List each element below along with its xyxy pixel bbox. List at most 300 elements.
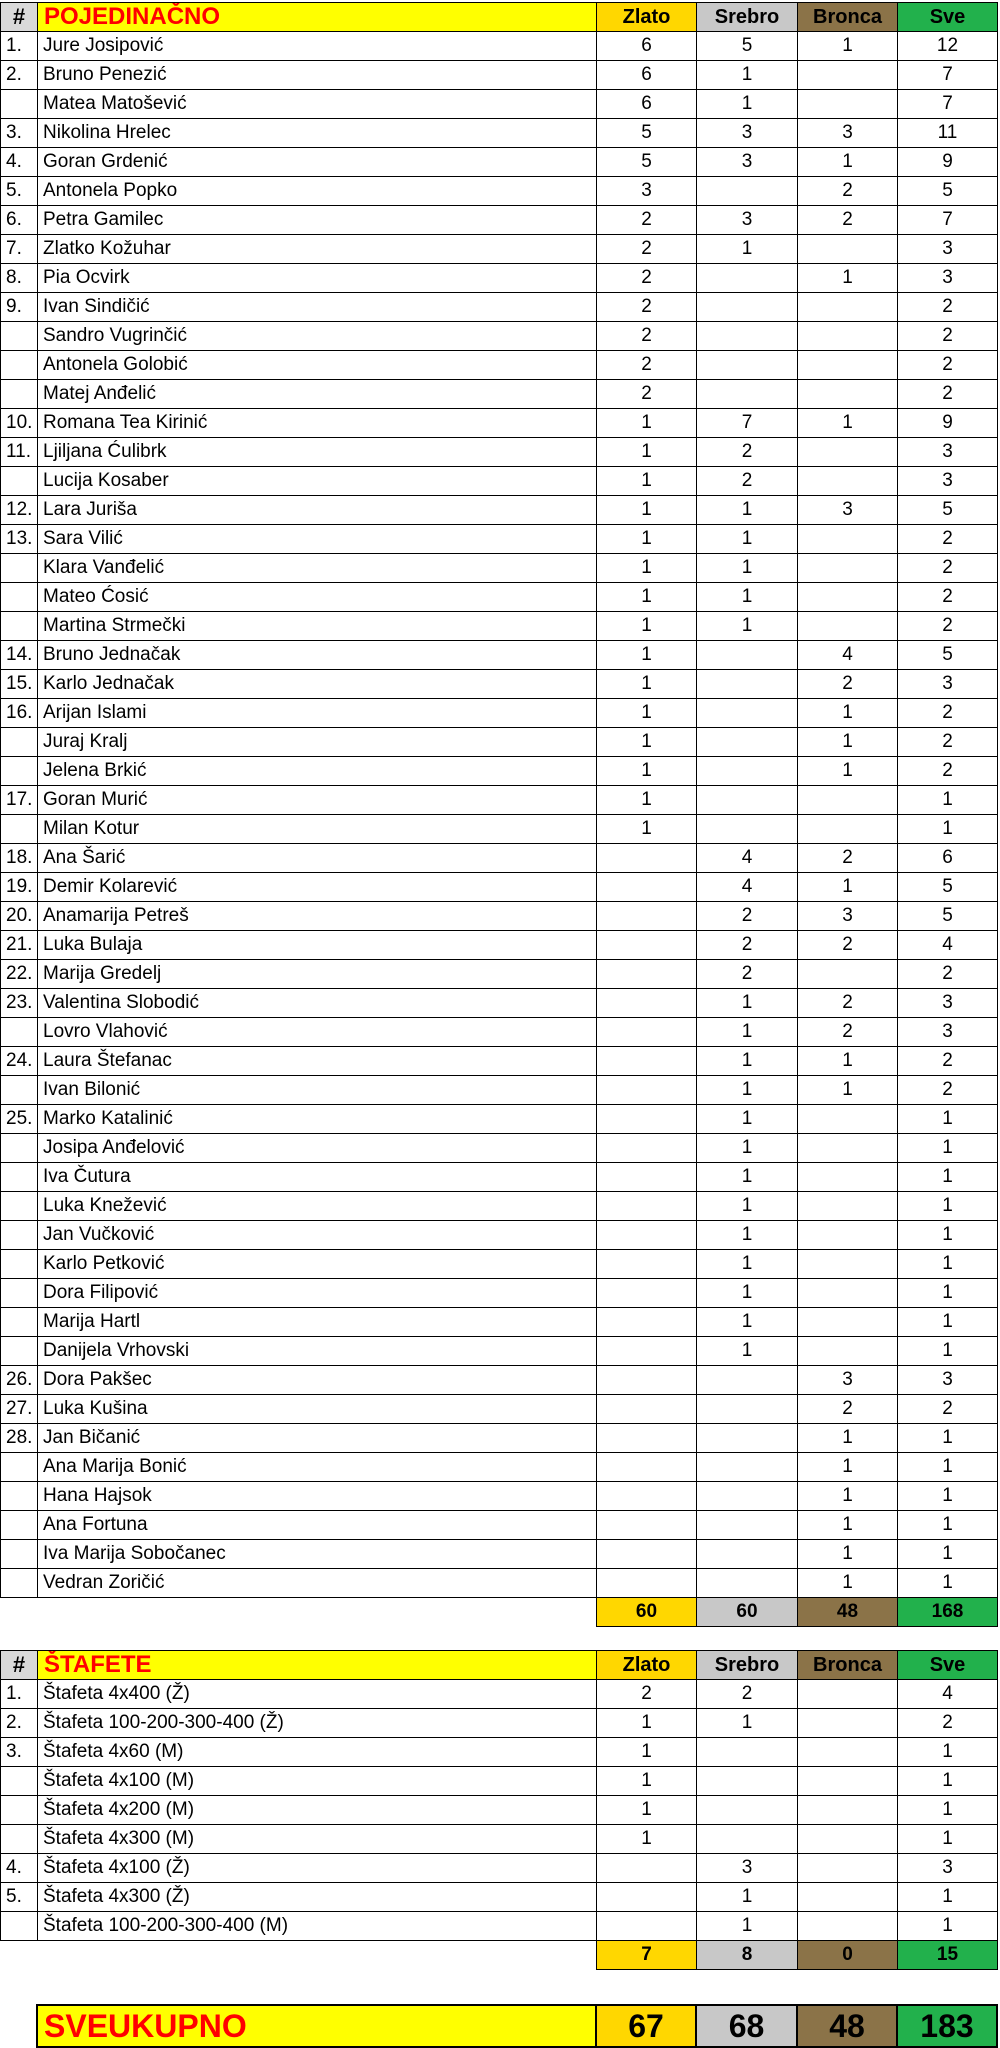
silver-cell: [697, 1395, 798, 1424]
silver-cell: 1: [697, 1105, 798, 1134]
relay-row: [1, 1680, 998, 1709]
name-cell: Marko Katalinić: [38, 1105, 597, 1134]
bronze-cell: [798, 1825, 898, 1854]
silver-cell: [697, 786, 798, 815]
relay-gold-total: 7: [597, 1941, 697, 1970]
gold-cell: [597, 931, 697, 960]
silver-cell: 1: [697, 1279, 798, 1308]
gold-cell: 1: [597, 728, 697, 757]
silver-cell: [697, 322, 798, 351]
bronze-cell: 2: [798, 206, 898, 235]
gold-cell: [597, 1279, 697, 1308]
rank-cell: 6.: [1, 206, 38, 235]
rank-cell: 20.: [1, 902, 38, 931]
bronze-cell: 1: [798, 699, 898, 728]
name-cell: Lara Juriša: [38, 496, 597, 525]
total-cell: 2: [898, 1395, 998, 1424]
gold-cell: [597, 960, 697, 989]
athlete-row: [1, 757, 998, 786]
total-cell: 2: [898, 554, 998, 583]
gold-cell: [597, 1912, 697, 1941]
total-cell: 4: [898, 1680, 998, 1709]
silver-cell: 4: [697, 873, 798, 902]
silver-cell: [697, 1424, 798, 1453]
bronze-cell: [798, 351, 898, 380]
name-cell: Hana Hajsok: [38, 1482, 597, 1511]
gold-cell: [597, 1250, 697, 1279]
name-cell: Ana Fortuna: [38, 1511, 597, 1540]
gold-cell: [597, 1569, 697, 1598]
bronze-cell: [798, 1738, 898, 1767]
rank-cell: [1, 467, 38, 496]
bronze-cell: [798, 90, 898, 119]
bronze-cell: [798, 612, 898, 641]
total-cell: 1: [898, 1424, 998, 1453]
silver-cell: 2: [697, 467, 798, 496]
rank-cell: 24.: [1, 1047, 38, 1076]
gold-cell: [597, 1308, 697, 1337]
name-cell: Klara Vanđelić: [38, 554, 597, 583]
name-cell: Štafeta 4x100 (Ž): [38, 1854, 597, 1883]
athlete-row: [1, 1424, 998, 1453]
bronze-cell: 4: [798, 641, 898, 670]
name-cell: Karlo Jednačak: [38, 670, 597, 699]
gold-cell: 1: [597, 1796, 697, 1825]
rank-cell: 4.: [1, 148, 38, 177]
athlete-row: [1, 815, 998, 844]
athlete-row: [1, 612, 998, 641]
name-cell: Lucija Kosaber: [38, 467, 597, 496]
athlete-row: [1, 1250, 998, 1279]
silver-cell: 1: [697, 1709, 798, 1738]
athlete-row: [1, 380, 998, 409]
bronze-cell: 1: [798, 1482, 898, 1511]
total-cell: 1: [898, 1250, 998, 1279]
rank-cell: [1, 1018, 38, 1047]
gold-cell: 1: [597, 467, 697, 496]
gold-cell: 1: [597, 699, 697, 728]
gold-cell: [597, 1221, 697, 1250]
total-cell: 1: [898, 1105, 998, 1134]
individual-bronze-total: 48: [798, 1598, 898, 1627]
rank-cell: [1, 1511, 38, 1540]
gold-cell: 1: [597, 409, 697, 438]
gold-cell: 1: [597, 438, 697, 467]
silver-cell: 1: [697, 1250, 798, 1279]
rank-cell: [1, 1912, 38, 1941]
gold-cell: [597, 1366, 697, 1395]
silver-cell: 1: [697, 1018, 798, 1047]
overall-all-total: 183: [897, 2005, 997, 2047]
athlete-row: [1, 351, 998, 380]
gold-cell: [597, 902, 697, 931]
total-cell: 1: [898, 815, 998, 844]
overall-silver-total: 68: [696, 2005, 797, 2047]
individual-title: POJEDINAČNO: [38, 3, 597, 32]
athlete-row: [1, 90, 998, 119]
total-cell: 7: [898, 61, 998, 90]
silver-cell: 2: [697, 1680, 798, 1709]
total-cell: 7: [898, 206, 998, 235]
name-cell: Laura Štefanac: [38, 1047, 597, 1076]
rank-cell: 28.: [1, 1424, 38, 1453]
athlete-row: [1, 641, 998, 670]
name-cell: Luka Kušina: [38, 1395, 597, 1424]
total-cell: 2: [898, 757, 998, 786]
silver-cell: 1: [697, 1134, 798, 1163]
rank-cell: [1, 1767, 38, 1796]
name-cell: Romana Tea Kirinić: [38, 409, 597, 438]
total-cell: 3: [898, 1854, 998, 1883]
silver-cell: 3: [697, 148, 798, 177]
gold-cell: [597, 1105, 697, 1134]
total-cell: 1: [898, 1912, 998, 1941]
bronze-cell: [798, 554, 898, 583]
name-cell: Marija Hartl: [38, 1308, 597, 1337]
gold-cell: [597, 1047, 697, 1076]
relay-totals-row: [1, 1941, 998, 1970]
bronze-cell: [798, 1767, 898, 1796]
rank-cell: 4.: [1, 1854, 38, 1883]
total-cell: 3: [898, 989, 998, 1018]
silver-cell: 1: [697, 90, 798, 119]
silver-cell: 1: [697, 496, 798, 525]
total-cell: 2: [898, 728, 998, 757]
gold-cell: 1: [597, 612, 697, 641]
athlete-row: [1, 1395, 998, 1424]
individual-header-row: [1, 3, 998, 32]
gold-cell: 2: [597, 380, 697, 409]
bronze-cell: 1: [798, 1540, 898, 1569]
total-cell: 11: [898, 119, 998, 148]
name-cell: Jure Josipović: [38, 32, 597, 61]
silver-cell: [697, 1796, 798, 1825]
name-cell: Luka Bulaja: [38, 931, 597, 960]
gold-cell: 1: [597, 815, 697, 844]
rank-cell: 27.: [1, 1395, 38, 1424]
gold-cell: [597, 1076, 697, 1105]
gold-cell: 6: [597, 90, 697, 119]
total-cell: 1: [898, 1569, 998, 1598]
silver-cell: 1: [697, 583, 798, 612]
name-cell: Petra Gamilec: [38, 206, 597, 235]
name-cell: Nikolina Hrelec: [38, 119, 597, 148]
relay-medal-table: [0, 1650, 998, 1970]
silver-cell: 3: [697, 1854, 798, 1883]
name-cell: Bruno Penezić: [38, 61, 597, 90]
silver-cell: [697, 699, 798, 728]
total-cell: 2: [898, 583, 998, 612]
name-cell: Dora Pakšec: [38, 1366, 597, 1395]
total-cell: 1: [898, 1883, 998, 1912]
total-cell: 3: [898, 1018, 998, 1047]
gold-cell: [597, 1482, 697, 1511]
total-cell: 5: [898, 177, 998, 206]
total-cell: 5: [898, 873, 998, 902]
name-cell: Dora Filipović: [38, 1279, 597, 1308]
athlete-row: [1, 1366, 998, 1395]
gold-cell: [597, 873, 697, 902]
rank-cell: [1, 1163, 38, 1192]
silver-cell: 1: [697, 612, 798, 641]
rank-cell: [1, 1250, 38, 1279]
relay-bronze-total: 0: [798, 1941, 898, 1970]
total-cell: 2: [898, 322, 998, 351]
name-cell: Lovro Vlahović: [38, 1018, 597, 1047]
bronze-cell: 1: [798, 1511, 898, 1540]
bronze-cell: [798, 293, 898, 322]
bronze-cell: [798, 438, 898, 467]
rank-cell: [1, 1337, 38, 1366]
total-cell: 5: [898, 902, 998, 931]
silver-cell: 3: [697, 206, 798, 235]
total-cell: 2: [898, 960, 998, 989]
silver-cell: 2: [697, 931, 798, 960]
name-cell: Goran Grdenić: [38, 148, 597, 177]
name-cell: Karlo Petković: [38, 1250, 597, 1279]
individual-silver-total: 60: [697, 1598, 798, 1627]
bronze-cell: 1: [798, 148, 898, 177]
name-cell: Arijan Islami: [38, 699, 597, 728]
silver-cell: 1: [697, 1221, 798, 1250]
total-cell: 3: [898, 1366, 998, 1395]
bronze-cell: 1: [798, 873, 898, 902]
rank-cell: 18.: [1, 844, 38, 873]
bronze-cell: [798, 322, 898, 351]
gold-cell: 1: [597, 1767, 697, 1796]
name-cell: Pia Ocvirk: [38, 264, 597, 293]
name-cell: Goran Murić: [38, 786, 597, 815]
athlete-row: [1, 235, 998, 264]
name-cell: Vedran Zoričić: [38, 1569, 597, 1598]
total-cell: 9: [898, 148, 998, 177]
name-cell: Marija Gredelj: [38, 960, 597, 989]
name-cell: Juraj Kralj: [38, 728, 597, 757]
silver-cell: 1: [697, 1163, 798, 1192]
athlete-row: [1, 1192, 998, 1221]
athlete-row: [1, 1047, 998, 1076]
bronze-cell: [798, 583, 898, 612]
athlete-row: [1, 931, 998, 960]
athlete-row: [1, 61, 998, 90]
total-cell: 1: [898, 1796, 998, 1825]
rank-cell: 13.: [1, 525, 38, 554]
gold-cell: [597, 1854, 697, 1883]
relay-all-total: 15: [898, 1941, 998, 1970]
total-cell: 3: [898, 264, 998, 293]
name-cell: Mateo Ćosić: [38, 583, 597, 612]
athlete-row: [1, 322, 998, 351]
bronze-cell: [798, 1796, 898, 1825]
silver-cell: [697, 351, 798, 380]
name-cell: Štafeta 4x300 (Ž): [38, 1883, 597, 1912]
name-cell: Iva Marija Sobočanec: [38, 1540, 597, 1569]
name-cell: Iva Čutura: [38, 1163, 597, 1192]
gold-cell: 2: [597, 322, 697, 351]
name-cell: Ivan Sindičić: [38, 293, 597, 322]
gold-cell: [597, 1424, 697, 1453]
total-cell: 12: [898, 32, 998, 61]
total-cell: 1: [898, 1767, 998, 1796]
athlete-row: [1, 670, 998, 699]
total-header: Sve: [898, 1651, 998, 1680]
athlete-row: [1, 525, 998, 554]
total-cell: 2: [898, 1076, 998, 1105]
bronze-cell: 1: [798, 409, 898, 438]
total-cell: 1: [898, 1482, 998, 1511]
name-cell: Zlatko Kožuhar: [38, 235, 597, 264]
rank-cell: 9.: [1, 293, 38, 322]
name-cell: Luka Knežević: [38, 1192, 597, 1221]
silver-cell: [697, 1453, 798, 1482]
silver-cell: [697, 670, 798, 699]
rank-header: #: [1, 3, 38, 32]
bronze-cell: 1: [798, 1424, 898, 1453]
silver-cell: [697, 1482, 798, 1511]
athlete-row: [1, 1134, 998, 1163]
name-cell: Sara Vilić: [38, 525, 597, 554]
name-cell: Bruno Jednačak: [38, 641, 597, 670]
athlete-row: [1, 119, 998, 148]
athlete-row: [1, 699, 998, 728]
individual-totals-row: [1, 1598, 998, 1627]
athlete-row: [1, 1076, 998, 1105]
overall-bronze-total: 48: [797, 2005, 897, 2047]
gold-cell: [597, 1192, 697, 1221]
silver-cell: [697, 1366, 798, 1395]
bronze-cell: 1: [798, 1047, 898, 1076]
relay-row: [1, 1854, 998, 1883]
rank-cell: [1, 351, 38, 380]
gold-cell: [597, 1163, 697, 1192]
rank-cell: [1, 1796, 38, 1825]
rank-cell: 17.: [1, 786, 38, 815]
relay-header-row: [1, 1651, 998, 1680]
athlete-row: [1, 438, 998, 467]
bronze-cell: 2: [798, 177, 898, 206]
gold-cell: 1: [597, 641, 697, 670]
gold-cell: [597, 1134, 697, 1163]
bronze-cell: [798, 61, 898, 90]
total-cell: 1: [898, 786, 998, 815]
name-cell: Ana Šarić: [38, 844, 597, 873]
total-cell: 3: [898, 670, 998, 699]
rank-cell: [1, 1482, 38, 1511]
bronze-cell: [798, 1912, 898, 1941]
rank-cell: [1, 728, 38, 757]
silver-cell: 2: [697, 438, 798, 467]
rank-cell: [1, 757, 38, 786]
name-cell: Ana Marija Bonić: [38, 1453, 597, 1482]
total-cell: 1: [898, 1221, 998, 1250]
silver-cell: 1: [697, 554, 798, 583]
bronze-cell: 1: [798, 1076, 898, 1105]
total-cell: 1: [898, 1738, 998, 1767]
gold-cell: 1: [597, 525, 697, 554]
athlete-row: [1, 873, 998, 902]
bronze-cell: 2: [798, 670, 898, 699]
athlete-row: [1, 989, 998, 1018]
rank-cell: [1, 1540, 38, 1569]
silver-cell: [697, 1569, 798, 1598]
gold-cell: 1: [597, 1709, 697, 1738]
name-cell: Jan Vučković: [38, 1221, 597, 1250]
bronze-cell: [798, 525, 898, 554]
relay-row: [1, 1796, 998, 1825]
bronze-cell: [798, 467, 898, 496]
total-cell: 3: [898, 235, 998, 264]
name-cell: Valentina Slobodić: [38, 989, 597, 1018]
name-cell: Jan Bičanić: [38, 1424, 597, 1453]
total-header: Sve: [898, 3, 998, 32]
bronze-cell: 2: [798, 931, 898, 960]
total-cell: 1: [898, 1337, 998, 1366]
athlete-row: [1, 1453, 998, 1482]
bronze-cell: [798, 1134, 898, 1163]
gold-cell: 1: [597, 757, 697, 786]
rank-cell: [1, 322, 38, 351]
athlete-row: [1, 1163, 998, 1192]
bronze-cell: [798, 815, 898, 844]
overall-title: SVEUKUPNO: [37, 2005, 596, 2047]
relay-row: [1, 1912, 998, 1941]
gold-header: Zlato: [597, 3, 697, 32]
name-cell: Matej Anđelić: [38, 380, 597, 409]
silver-cell: [697, 1825, 798, 1854]
athlete-row: [1, 177, 998, 206]
silver-cell: 1: [697, 61, 798, 90]
gold-cell: 5: [597, 119, 697, 148]
bronze-cell: [798, 235, 898, 264]
total-cell: 1: [898, 1192, 998, 1221]
athlete-row: [1, 264, 998, 293]
bronze-cell: 3: [798, 902, 898, 931]
bronze-cell: [798, 1163, 898, 1192]
individual-medal-table: [0, 2, 998, 1627]
silver-cell: 1: [697, 1912, 798, 1941]
silver-cell: 1: [697, 989, 798, 1018]
athlete-row: [1, 554, 998, 583]
silver-cell: [697, 1540, 798, 1569]
name-cell: Josipa Anđelović: [38, 1134, 597, 1163]
bronze-cell: 3: [798, 496, 898, 525]
total-cell: 7: [898, 90, 998, 119]
relay-row: [1, 1825, 998, 1854]
silver-cell: [697, 757, 798, 786]
rank-cell: [1, 1279, 38, 1308]
bronze-cell: [798, 1250, 898, 1279]
total-cell: 3: [898, 467, 998, 496]
gold-cell: 1: [597, 554, 697, 583]
name-cell: Štafeta 4x60 (M): [38, 1738, 597, 1767]
name-cell: Antonela Golobić: [38, 351, 597, 380]
name-cell: Sandro Vugrinčić: [38, 322, 597, 351]
rank-cell: 21.: [1, 931, 38, 960]
athlete-row: [1, 902, 998, 931]
gold-cell: [597, 1337, 697, 1366]
rank-cell: 2.: [1, 1709, 38, 1738]
bronze-cell: 1: [798, 728, 898, 757]
rank-cell: [1, 1569, 38, 1598]
rank-cell: 5.: [1, 177, 38, 206]
athlete-row: [1, 1540, 998, 1569]
silver-cell: 2: [697, 902, 798, 931]
bronze-cell: 2: [798, 1395, 898, 1424]
overall-totals-table: [0, 2004, 998, 2048]
gold-cell: [597, 1511, 697, 1540]
athlete-row: [1, 844, 998, 873]
athlete-row: [1, 1511, 998, 1540]
